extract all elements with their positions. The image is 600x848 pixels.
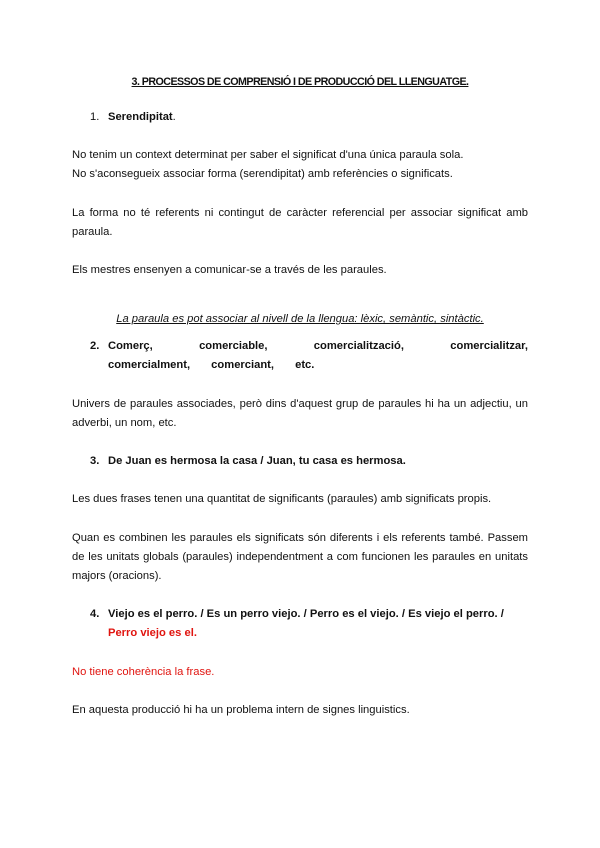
- underlined-sentence: La paraula es pot associar al nivell de la llengua: lèxic, semàntic, sintàctic.: [116, 313, 484, 326]
- list-item-2: [90, 337, 528, 375]
- list-item-text: Serendipitat: [108, 111, 173, 123]
- red-paragraph: No tiene coherència la frase.: [72, 666, 215, 678]
- list-item-3: [90, 452, 528, 471]
- list-item-text: Viejo es el perro. / Es un perro viejo. / Perro es el viejo. / Es viejo el perro. /: [108, 608, 504, 620]
- paragraph-line: No tenim un context determinat per saber el significat d'una única paraula sola.: [72, 149, 464, 161]
- list-number: 2.: [90, 340, 100, 352]
- paragraph: Quan es combinen les paraules els significats són diferents i els referents també. Passem de les unitats globals (paraules) independentment a com funcionen les paraules en unitats majors (oracions).: [72, 532, 528, 582]
- paragraph: En aquesta producció hi ha un problema intern de signes linguistics.: [72, 704, 410, 716]
- list-item-red-text: Perro viejo es el.: [108, 627, 197, 639]
- document-title: 3. PROCESSOS DE COMPRENSIÓ I DE PRODUCCIÓ DEL LLENGUATGE.: [131, 76, 469, 88]
- list-item-suffix: .: [172, 111, 176, 123]
- paragraph-line: No s'aconsegueix associar forma (serendipitat) amb referències o significats.: [72, 168, 453, 180]
- list-item-text: De Juan es hermosa la casa / Juan, tu casa es hermosa.: [108, 455, 406, 467]
- list-number: 4.: [90, 608, 100, 620]
- list-number: 3.: [90, 455, 100, 467]
- paragraph: La forma no té referents ni contingut de caràcter referencial per associar significat amb paraula.: [72, 207, 528, 238]
- paragraph: Les dues frases tenen una quantitat de significants (paraules) amb significats propis.: [72, 493, 492, 505]
- list-number: 1.: [90, 111, 100, 123]
- list-item-4: [90, 605, 528, 643]
- list-item-1: [90, 108, 528, 127]
- paragraph: Univers de paraules associades, però dins d'aquest grup de paraules hi ha un adjectiu, un adverbi, un nom, etc.: [72, 398, 528, 429]
- paragraph: Els mestres ensenyen a comunicar-se a través de les paraules.: [72, 264, 387, 276]
- list-item-text: Comerç, comerciable, comercialització, comercialitzar, comercialment, comerciant, etc.: [108, 340, 528, 371]
